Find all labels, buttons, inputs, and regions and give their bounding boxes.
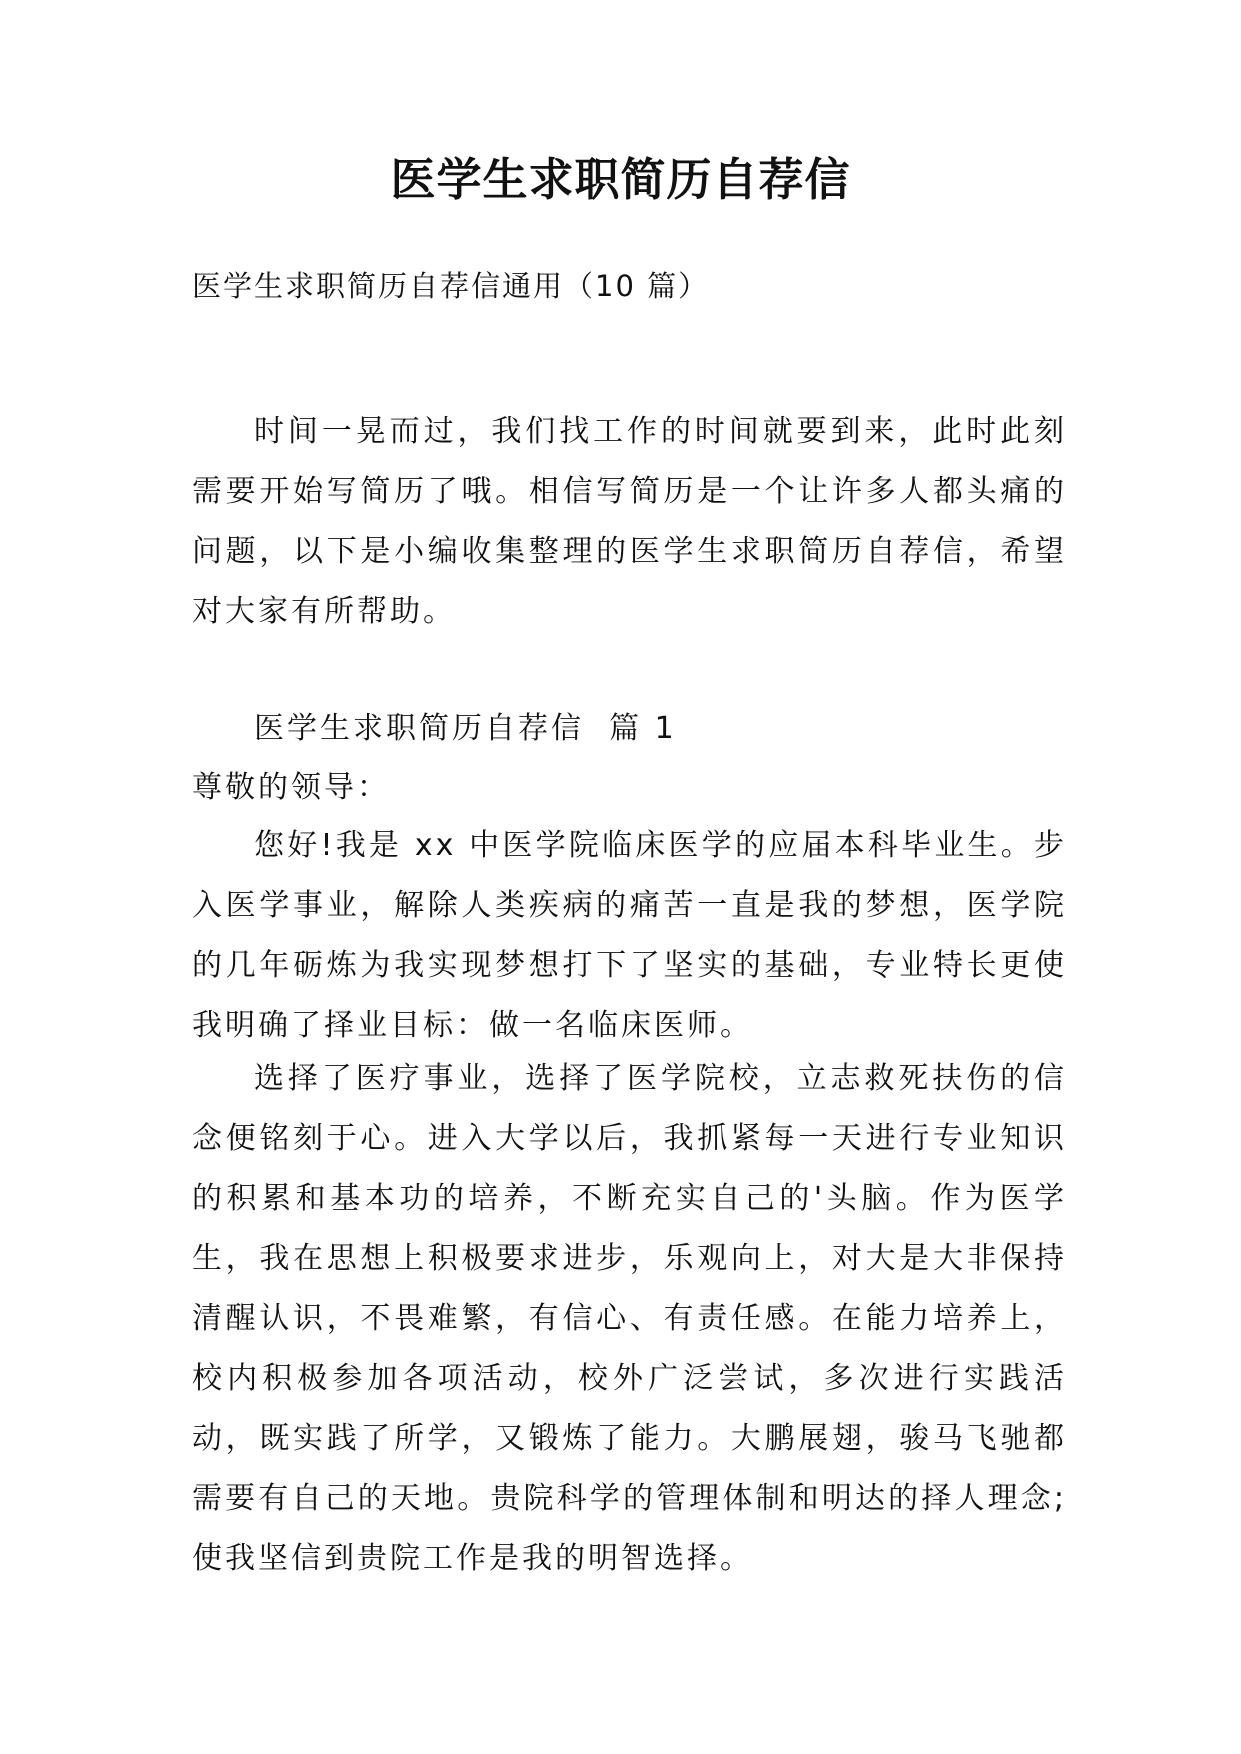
section-heading: 医学生求职简历自荐信 篇 1	[254, 711, 677, 746]
salutation: 尊敬的领导：	[192, 770, 390, 805]
document-title: 医学生求职简历自荐信	[390, 153, 851, 206]
intro-paragraph: 时间一晃而过，我们找工作的时间就要到来，此时此刻需要开始写简历了哦。相信写简历是一个让许多人都头痛的问题，以下是小编收集整理的医学生求职简历自荐信，希望对大家有所帮助。	[192, 414, 1067, 629]
body-paragraph-1: 您好!我是 xx 中医学院临床医学的应届本科毕业生。步入医学事业，解除人类疾病的痛苦一直是我的梦想，医学院的几年砺炼为我实现梦想打下了坚实的基础，专业特长更使我明确了择业目标：做一名临床医师。	[192, 828, 1067, 1043]
document-subtitle: 医学生求职简历自荐信通用（10 篇）	[192, 269, 710, 303]
body-paragraph-2: 选择了医疗事业，选择了医学院校，立志救死扶伤的信念便铭刻于心。进入大学以后，我抓紧每一天进行专业知识的积累和基本功的培养，不断充实自己的'头脑。作为医学生，我在思想上积极要求进步，乐观向上，对大是大非保持清醒认识，不畏难繁，有信心、有责任感。在能力培养上，校内积极参加各项活动，校外广泛尝试，多次进行实践活动，既实践了所学，又锻炼了能力。大鹏展翅，骏马飞驰都需要有自己的天地。贵院科学的管理体制和明达的择人理念;使我坚信到贵院工作是我的明智选择。	[192, 1061, 1067, 1576]
